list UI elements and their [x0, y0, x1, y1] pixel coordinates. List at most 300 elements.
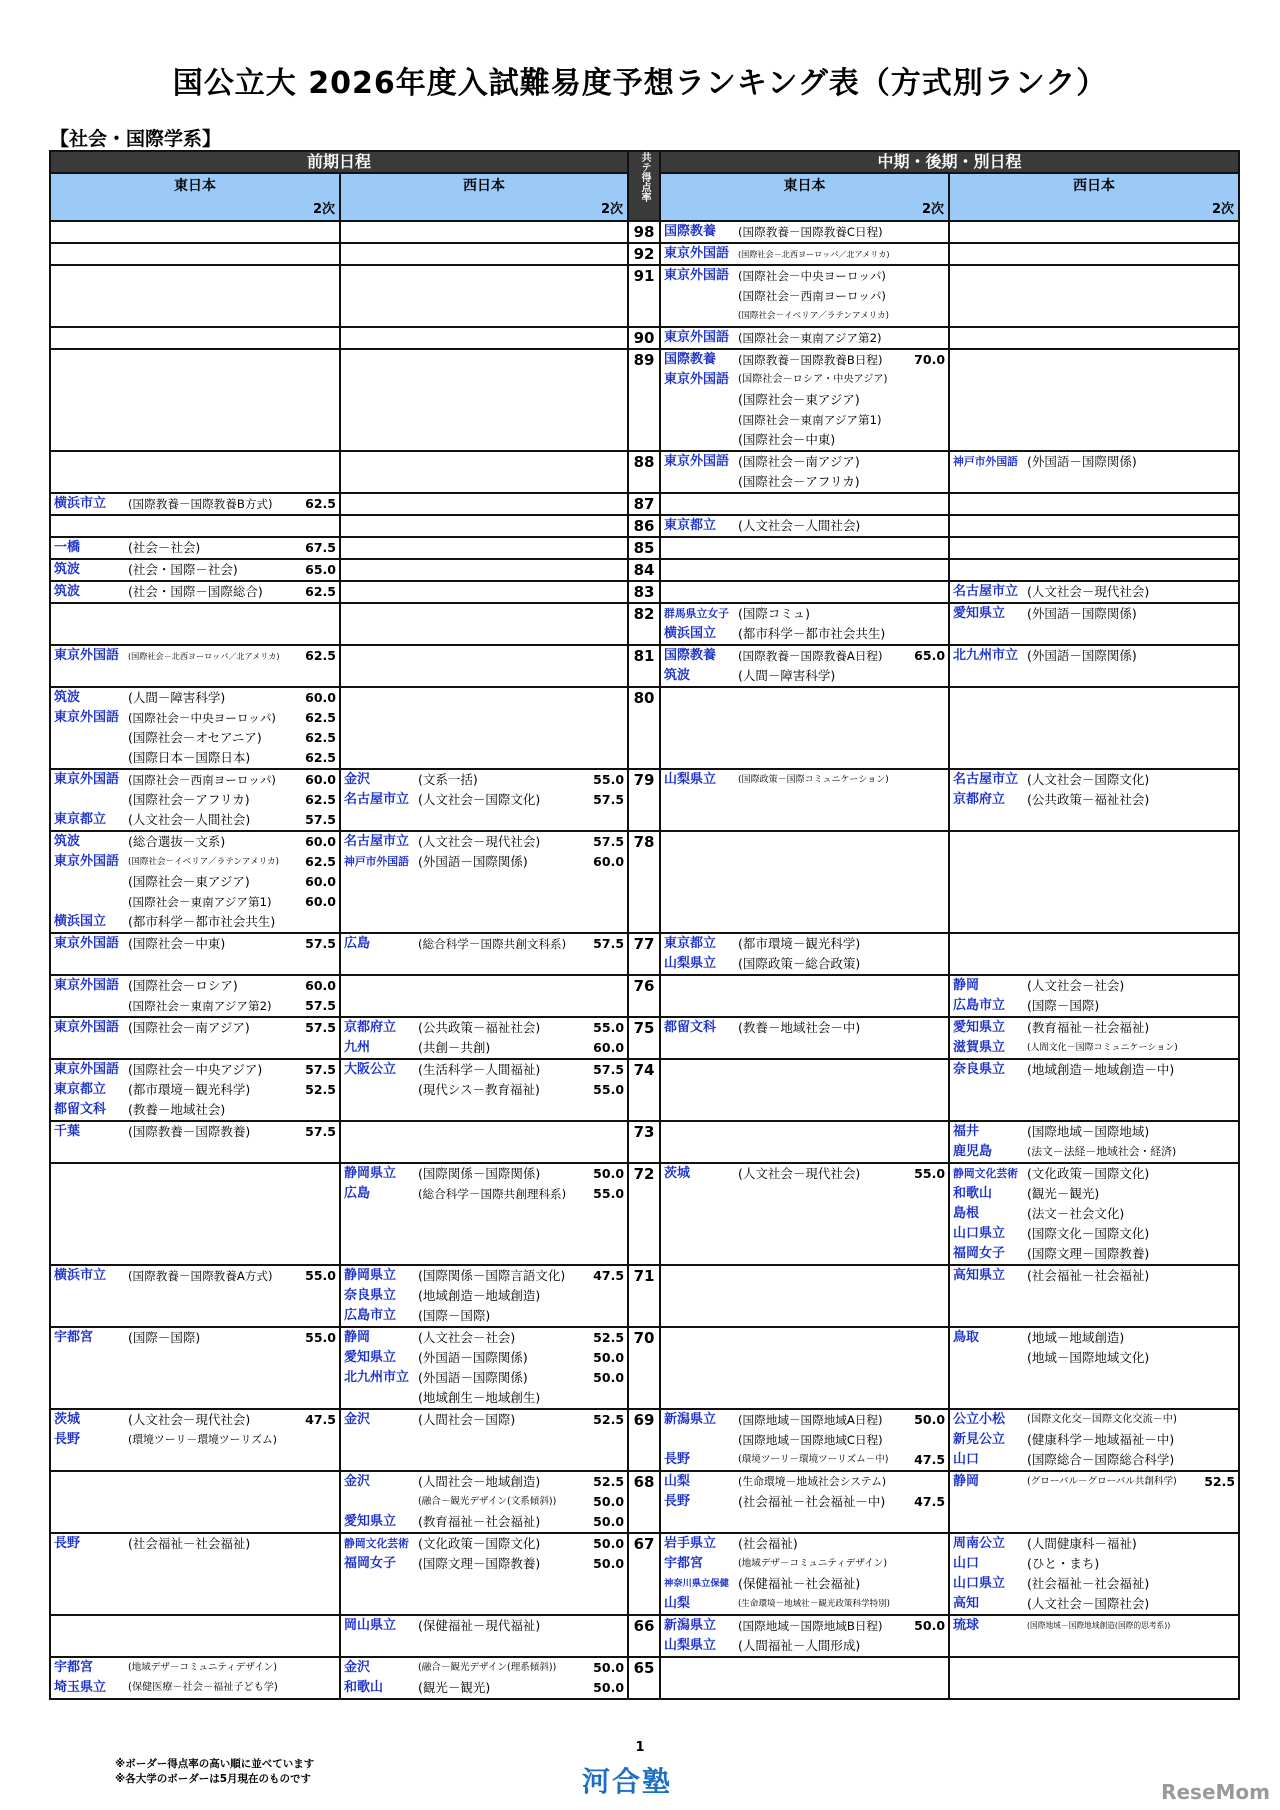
cell-chuki-west — [949, 1163, 1239, 1265]
list-item — [953, 1204, 1235, 1224]
department-name: (観光－観光) — [418, 1680, 491, 1695]
department-name: (人文社会－現代社会) — [738, 1166, 861, 1181]
university-name: 横浜国立 — [664, 626, 717, 641]
university-name: 広島 — [344, 1186, 371, 1201]
university-name — [344, 1492, 418, 1512]
cell-zenki-west — [340, 1017, 628, 1059]
cell-zenki-west — [340, 515, 628, 537]
cell-chuki-east — [660, 975, 949, 1017]
department-name: (人文社会－現代社会) — [128, 1412, 251, 1427]
department-name: (総合科学－国際共創文科系) — [418, 937, 567, 951]
department-name: (国際社会－北西ヨーロッパ／北アメリカ) — [738, 249, 890, 259]
university-name — [54, 790, 128, 810]
list-item — [664, 370, 945, 390]
cell-zenki-east — [50, 1163, 340, 1265]
department-name: (都市科学－都市社会共生) — [128, 914, 276, 929]
university-name: 神奈川県立保健 — [664, 1578, 729, 1589]
kyotei-score: 69 — [628, 1409, 660, 1471]
niji-score: 57.5 — [593, 792, 625, 807]
department-name: (社会福祉－社会福祉－中) — [738, 1494, 886, 1509]
kyotei-score: 85 — [628, 537, 660, 559]
department-name: (国際社会－中東) — [128, 936, 226, 951]
university-name: 山口 — [953, 1556, 980, 1571]
list-item — [953, 1472, 1235, 1492]
university-name: 東京都立 — [54, 1082, 107, 1097]
university-name: 京都府立 — [953, 792, 1006, 807]
table-row — [50, 645, 1239, 687]
cell-zenki-west — [340, 975, 628, 1017]
score-column-label: 共テ得点率 — [639, 152, 651, 202]
list-item — [344, 1512, 624, 1532]
list-item — [54, 1328, 336, 1348]
list-item — [664, 472, 945, 492]
niji-score: 47.5 — [593, 1268, 625, 1283]
university-name: 横浜市立 — [54, 1268, 107, 1283]
list-item — [54, 1100, 336, 1120]
cell-zenki-west — [340, 327, 628, 349]
list-item — [344, 1328, 624, 1348]
list-item — [54, 1266, 336, 1286]
department-name: (国際社会－東南アジア第1) — [738, 413, 882, 427]
list-item — [344, 1472, 624, 1492]
cell-chuki-east — [660, 1163, 949, 1265]
niji-score: 62.5 — [305, 584, 336, 599]
university-name: 千葉 — [54, 1124, 81, 1139]
university-name: 奈良県立 — [344, 1288, 397, 1303]
list-item — [54, 832, 336, 852]
cell-chuki-west — [949, 687, 1239, 769]
department-name: (保健医療－社会－福祉子ども学) — [128, 1682, 278, 1693]
cell-chuki-east — [660, 327, 949, 349]
university-name: 筑波 — [54, 562, 81, 577]
department-name: (外国語－国際関係) — [418, 1350, 528, 1365]
niji-score: 47.5 — [914, 1494, 946, 1509]
university-name: 東京都立 — [54, 812, 107, 827]
niji-score: 60.0 — [593, 1040, 625, 1055]
list-item — [664, 1492, 945, 1512]
niji-score: 52.5 — [593, 1330, 625, 1345]
university-name: 新潟県立 — [664, 1412, 717, 1427]
niji-score: 50.0 — [593, 1556, 625, 1571]
list-item — [344, 1658, 624, 1678]
department-name: (外国語－国際関係) — [418, 1370, 528, 1385]
department-name: (国際－国際) — [1027, 998, 1100, 1013]
university-name: 広島市立 — [953, 998, 1006, 1013]
department-name: (社会福祉－社会福祉) — [128, 1536, 251, 1551]
list-item — [344, 852, 624, 872]
cell-zenki-east — [50, 581, 340, 603]
department-name: (都市環境－観光科学) — [128, 1082, 251, 1097]
niji-score — [302, 1658, 336, 1678]
list-item — [344, 1534, 624, 1554]
cell-chuki-west — [949, 1533, 1239, 1615]
cell-zenki-east — [50, 537, 340, 559]
cell-zenki-west — [340, 645, 628, 687]
cell-zenki-east — [50, 265, 340, 327]
niji-score: 52.5 — [1204, 1474, 1236, 1489]
list-item — [953, 1450, 1235, 1470]
department-name: (ひと・まち) — [1027, 1556, 1100, 1571]
niji-score: 52.5 — [593, 1474, 625, 1489]
university-name — [664, 472, 738, 492]
cell-zenki-east — [50, 515, 340, 537]
department-name: (教育福祉－社会福祉) — [418, 1514, 541, 1529]
university-name: 東京外国語 — [664, 268, 730, 283]
list-item — [54, 934, 336, 954]
niji-score: 55.0 — [305, 1330, 336, 1345]
university-name: 静岡 — [344, 1330, 371, 1345]
cell-chuki-east — [660, 243, 949, 265]
university-name — [953, 1348, 1027, 1368]
kyotei-score: 73 — [628, 1121, 660, 1163]
list-item — [54, 790, 336, 810]
department-name: (国際政策－総合政策) — [738, 956, 861, 971]
cell-chuki-west — [949, 451, 1239, 493]
department-name: (人間社会－国際) — [418, 1412, 516, 1427]
kawaijuku-logo: 河合塾 — [582, 1765, 673, 1798]
table-row — [50, 559, 1239, 581]
cell-chuki-east — [660, 559, 949, 581]
university-name: 山梨県立 — [664, 772, 717, 787]
list-item — [953, 646, 1235, 666]
university-name: 新見公立 — [953, 1432, 1006, 1447]
table-row — [50, 1657, 1239, 1699]
university-name: 滋賀県立 — [953, 1040, 1006, 1055]
department-name: (国際社会－東南アジア第2) — [128, 999, 272, 1013]
cell-chuki-east — [660, 1615, 949, 1657]
niji-score: 52.5 — [305, 1082, 336, 1097]
cell-zenki-west — [340, 1657, 628, 1699]
niji-score: 57.5 — [305, 1020, 336, 1035]
table-row — [50, 515, 1239, 537]
list-item — [953, 1594, 1235, 1614]
niji-score: 57.5 — [305, 936, 336, 951]
cell-zenki-west — [340, 1121, 628, 1163]
university-name: 愛知県立 — [344, 1514, 397, 1529]
niji-score: 57.5 — [593, 1062, 625, 1077]
kyotei-score: 68 — [628, 1471, 660, 1533]
niji-score: 50.0 — [593, 1166, 625, 1181]
department-name: (共創－共創) — [418, 1040, 491, 1055]
list-item — [54, 582, 336, 602]
department-name: (国際－国際) — [418, 1308, 491, 1323]
niji-score — [590, 1286, 624, 1306]
department-name: (国際社会－ロシア・中央アジア) — [738, 374, 888, 385]
kyotei-score: 84 — [628, 559, 660, 581]
university-name: 公立小松 — [953, 1412, 1006, 1427]
university-name: 福井 — [953, 1124, 980, 1139]
kyotei-score: 72 — [628, 1163, 660, 1265]
cell-chuki-east — [660, 1327, 949, 1409]
university-name: 茨城 — [664, 1166, 691, 1181]
department-name: (国際地域－国際地域) — [1027, 1124, 1150, 1139]
university-name: 愛知県立 — [344, 1350, 397, 1365]
niji-score: 55.0 — [305, 1268, 336, 1283]
university-name: 埼玉県立 — [54, 1680, 107, 1695]
list-item — [664, 1616, 945, 1636]
department-name: (人文社会－人間社会) — [738, 518, 861, 533]
department-name: (国際社会－イベリア／ラテンアメリカ) — [738, 311, 889, 321]
list-item — [953, 1430, 1235, 1450]
kyotei-score: 86 — [628, 515, 660, 537]
department-name: (教育福祉－社会福祉) — [1027, 1020, 1150, 1035]
list-item — [54, 912, 336, 932]
header-score-column — [628, 151, 660, 221]
niji-score: 60.0 — [593, 854, 625, 869]
table-row — [50, 493, 1239, 515]
list-item — [953, 976, 1235, 996]
niji-score: 55.0 — [593, 1082, 625, 1097]
table-row — [50, 451, 1239, 493]
department-name: (国際教養－国際教養A方式) — [128, 1269, 273, 1283]
list-item — [664, 410, 945, 430]
ranking-table — [49, 150, 1240, 1700]
section-heading: 【社会・国際学系】 — [50, 128, 222, 150]
department-name: (外国語－国際関係) — [1027, 648, 1137, 663]
department-name: (国際文化－国際文化) — [1027, 1226, 1150, 1241]
university-name: 横浜国立 — [54, 914, 107, 929]
cell-zenki-west — [340, 1615, 628, 1657]
department-name: (国際教養－国際教養B方式) — [128, 497, 273, 511]
university-name: 島根 — [953, 1206, 980, 1221]
cell-chuki-east — [660, 537, 949, 559]
niji-score: 50.0 — [593, 1660, 625, 1675]
niji-score: 57.5 — [593, 936, 625, 951]
list-item — [664, 1018, 945, 1038]
university-name: 山梨 — [664, 1596, 691, 1611]
kyotei-score: 67 — [628, 1533, 660, 1615]
niji-score — [302, 912, 336, 932]
niji-score: 50.0 — [593, 1494, 625, 1509]
list-item — [953, 1142, 1235, 1162]
cell-zenki-west — [340, 1327, 628, 1409]
department-name: (人間－障害科学) — [738, 668, 836, 683]
list-item — [344, 934, 624, 954]
header-zenki-west — [340, 173, 628, 221]
niji-score: 62.5 — [305, 496, 336, 511]
table-row — [50, 581, 1239, 603]
university-name: 鳥取 — [953, 1330, 980, 1345]
department-name: (国際地域－国際地域創造(国際的思考系)) — [1027, 1621, 1171, 1630]
footnote: ※ボーダー得点率の高い順に並べています — [115, 1758, 315, 1770]
table-row — [50, 687, 1239, 769]
table-row — [50, 537, 1239, 559]
cell-zenki-west — [340, 1059, 628, 1121]
department-name: (地域デザ－コミュニティデザイン) — [128, 1662, 278, 1673]
list-item — [54, 560, 336, 580]
university-name — [344, 1080, 418, 1100]
university-name: 愛知県立 — [953, 606, 1006, 621]
university-name: 和歌山 — [344, 1680, 384, 1695]
university-name: 静岡 — [953, 1474, 980, 1489]
department-name: (生活科学－人間福祉) — [418, 1062, 541, 1077]
university-name: 宇都宮 — [664, 1556, 704, 1571]
niji-score: 57.5 — [305, 812, 336, 827]
cell-zenki-west — [340, 1265, 628, 1327]
university-name — [54, 748, 128, 768]
niji-score: 62.5 — [305, 750, 336, 765]
niji-score: 55.0 — [593, 1186, 625, 1201]
cell-chuki-west — [949, 349, 1239, 451]
cell-zenki-west — [340, 581, 628, 603]
university-name: 横浜市立 — [54, 496, 107, 511]
cell-zenki-east — [50, 1409, 340, 1471]
list-item — [344, 1184, 624, 1204]
niji-score: 55.0 — [914, 1166, 946, 1181]
niji-score: 57.5 — [305, 998, 336, 1013]
list-item — [953, 1244, 1235, 1264]
cell-chuki-west — [949, 645, 1239, 687]
university-name: 静岡県立 — [344, 1268, 397, 1283]
table-row — [50, 327, 1239, 349]
list-item — [54, 1018, 336, 1038]
department-name: (国際社会－東アジア) — [738, 392, 860, 407]
university-name: 東京外国語 — [664, 372, 730, 387]
niji-score: 62.5 — [305, 730, 336, 745]
university-name — [664, 1430, 738, 1450]
university-name: 九州 — [344, 1040, 371, 1055]
niji-score: 57.5 — [593, 834, 625, 849]
cell-chuki-west — [949, 1059, 1239, 1121]
list-item — [953, 582, 1235, 602]
department-name: (国際社会－ロシア) — [128, 978, 238, 993]
niji-score: 50.0 — [593, 1350, 625, 1365]
cell-zenki-west — [340, 451, 628, 493]
cell-chuki-east — [660, 933, 949, 975]
department-name: (地域創造－地域創造－中) — [1027, 1062, 1175, 1077]
table-row — [50, 831, 1239, 933]
department-name: (融合－観光デザイン(理系傾斜)) — [418, 1662, 557, 1673]
department-name: (人文社会－国際社会) — [1027, 1596, 1150, 1611]
cell-chuki-east — [660, 581, 949, 603]
niji-score: 50.0 — [593, 1514, 625, 1529]
department-name: (国際社会－オセアニア) — [128, 730, 262, 745]
university-name: 筑波 — [54, 834, 81, 849]
list-item — [953, 1348, 1235, 1368]
list-item — [664, 770, 945, 790]
university-name — [664, 410, 738, 430]
cell-zenki-east — [50, 327, 340, 349]
list-item — [664, 1472, 945, 1492]
university-name: 山口 — [953, 1452, 980, 1467]
department-name: (環境ツーリ－環境ツーリズム) — [128, 1433, 277, 1446]
list-item — [953, 1224, 1235, 1244]
list-item — [344, 770, 624, 790]
table-row — [50, 769, 1239, 831]
table-row — [50, 221, 1239, 243]
list-item — [344, 1678, 624, 1698]
university-name: 新潟県立 — [664, 1618, 717, 1633]
university-name — [344, 1388, 418, 1408]
niji-score — [302, 1678, 336, 1698]
cell-zenki-west — [340, 769, 628, 831]
department-name: (国際文化交－国際文化交流－中) — [1027, 1414, 1177, 1425]
department-name: (国際教養－国際教養B日程) — [738, 353, 883, 367]
list-item — [664, 328, 945, 348]
department-name: (国際社会－南アジア) — [128, 1020, 250, 1035]
department-name: (観光－観光) — [1027, 1186, 1100, 1201]
department-name: (文系一括) — [418, 772, 478, 787]
department-name: (地域デザ－コミュニティデザイン) — [738, 1558, 888, 1569]
list-item — [664, 1430, 945, 1450]
department-name: (国際教養－国際教養) — [128, 1124, 251, 1139]
kyotei-score: 83 — [628, 581, 660, 603]
university-name: 東京外国語 — [54, 978, 120, 993]
cell-chuki-west — [949, 1471, 1239, 1533]
list-item — [953, 1060, 1235, 1080]
cell-zenki-east — [50, 349, 340, 451]
department-name: (法文－社会文化) — [1027, 1206, 1125, 1221]
kyotei-score: 66 — [628, 1615, 660, 1657]
list-item — [54, 996, 336, 1016]
cell-chuki-west — [949, 831, 1239, 933]
university-name: 長野 — [54, 1432, 81, 1447]
university-name: 神戸市外国語 — [344, 855, 409, 868]
list-item — [664, 286, 945, 306]
niji-score: 60.0 — [305, 978, 336, 993]
cell-zenki-west — [340, 933, 628, 975]
list-item — [344, 1286, 624, 1306]
list-item — [664, 1594, 945, 1614]
cell-chuki-east — [660, 831, 949, 933]
list-item — [953, 1410, 1235, 1430]
list-item — [664, 1574, 945, 1594]
list-item — [344, 1080, 624, 1100]
department-name: (国際総合－国際総合科学) — [1027, 1452, 1175, 1467]
niji-score: 50.0 — [914, 1618, 946, 1633]
university-name: 奈良県立 — [953, 1062, 1006, 1077]
cell-chuki-west — [949, 559, 1239, 581]
cell-zenki-east — [50, 687, 340, 769]
department-name: (国際地域－国際地域A日程) — [738, 1413, 883, 1427]
university-name: 静岡文化芸術 — [344, 1537, 409, 1550]
niji-score: 60.0 — [305, 772, 336, 787]
cell-zenki-east — [50, 1059, 340, 1121]
department-name: (融合－観光デザイン(文系傾斜)) — [418, 1496, 557, 1507]
university-name: 山口県立 — [953, 1576, 1006, 1591]
niji-label: 2次 — [1211, 202, 1235, 217]
department-name: (国際地域－国際地域C日程) — [738, 1433, 883, 1447]
university-name: 金沢 — [344, 772, 371, 787]
university-name: 静岡県立 — [344, 1166, 397, 1181]
list-item — [54, 646, 336, 666]
department-name: (生命環境－地域社会システム) — [738, 1475, 887, 1488]
niji-score: 62.5 — [305, 792, 336, 807]
cell-chuki-west — [949, 515, 1239, 537]
cell-chuki-west — [949, 769, 1239, 831]
niji-label: 2次 — [921, 202, 945, 217]
kyotei-score: 82 — [628, 603, 660, 645]
department-name: (国際社会－南アジア) — [738, 454, 860, 469]
university-name: 岡山県立 — [344, 1618, 397, 1633]
cell-chuki-east — [660, 1409, 949, 1471]
list-item — [953, 1038, 1235, 1058]
cell-zenki-east — [50, 493, 340, 515]
kyotei-score: 98 — [628, 221, 660, 243]
list-item — [54, 748, 336, 768]
cell-zenki-west — [340, 831, 628, 933]
list-item — [54, 494, 336, 514]
table-row — [50, 933, 1239, 975]
list-item — [54, 728, 336, 748]
cell-zenki-west — [340, 349, 628, 451]
cell-chuki-west — [949, 581, 1239, 603]
kyotei-score: 75 — [628, 1017, 660, 1059]
list-item — [664, 222, 945, 242]
department-name: (人文社会－現代社会) — [1027, 584, 1150, 599]
department-name: (社会福祉) — [738, 1536, 798, 1551]
cell-zenki-west — [340, 493, 628, 515]
